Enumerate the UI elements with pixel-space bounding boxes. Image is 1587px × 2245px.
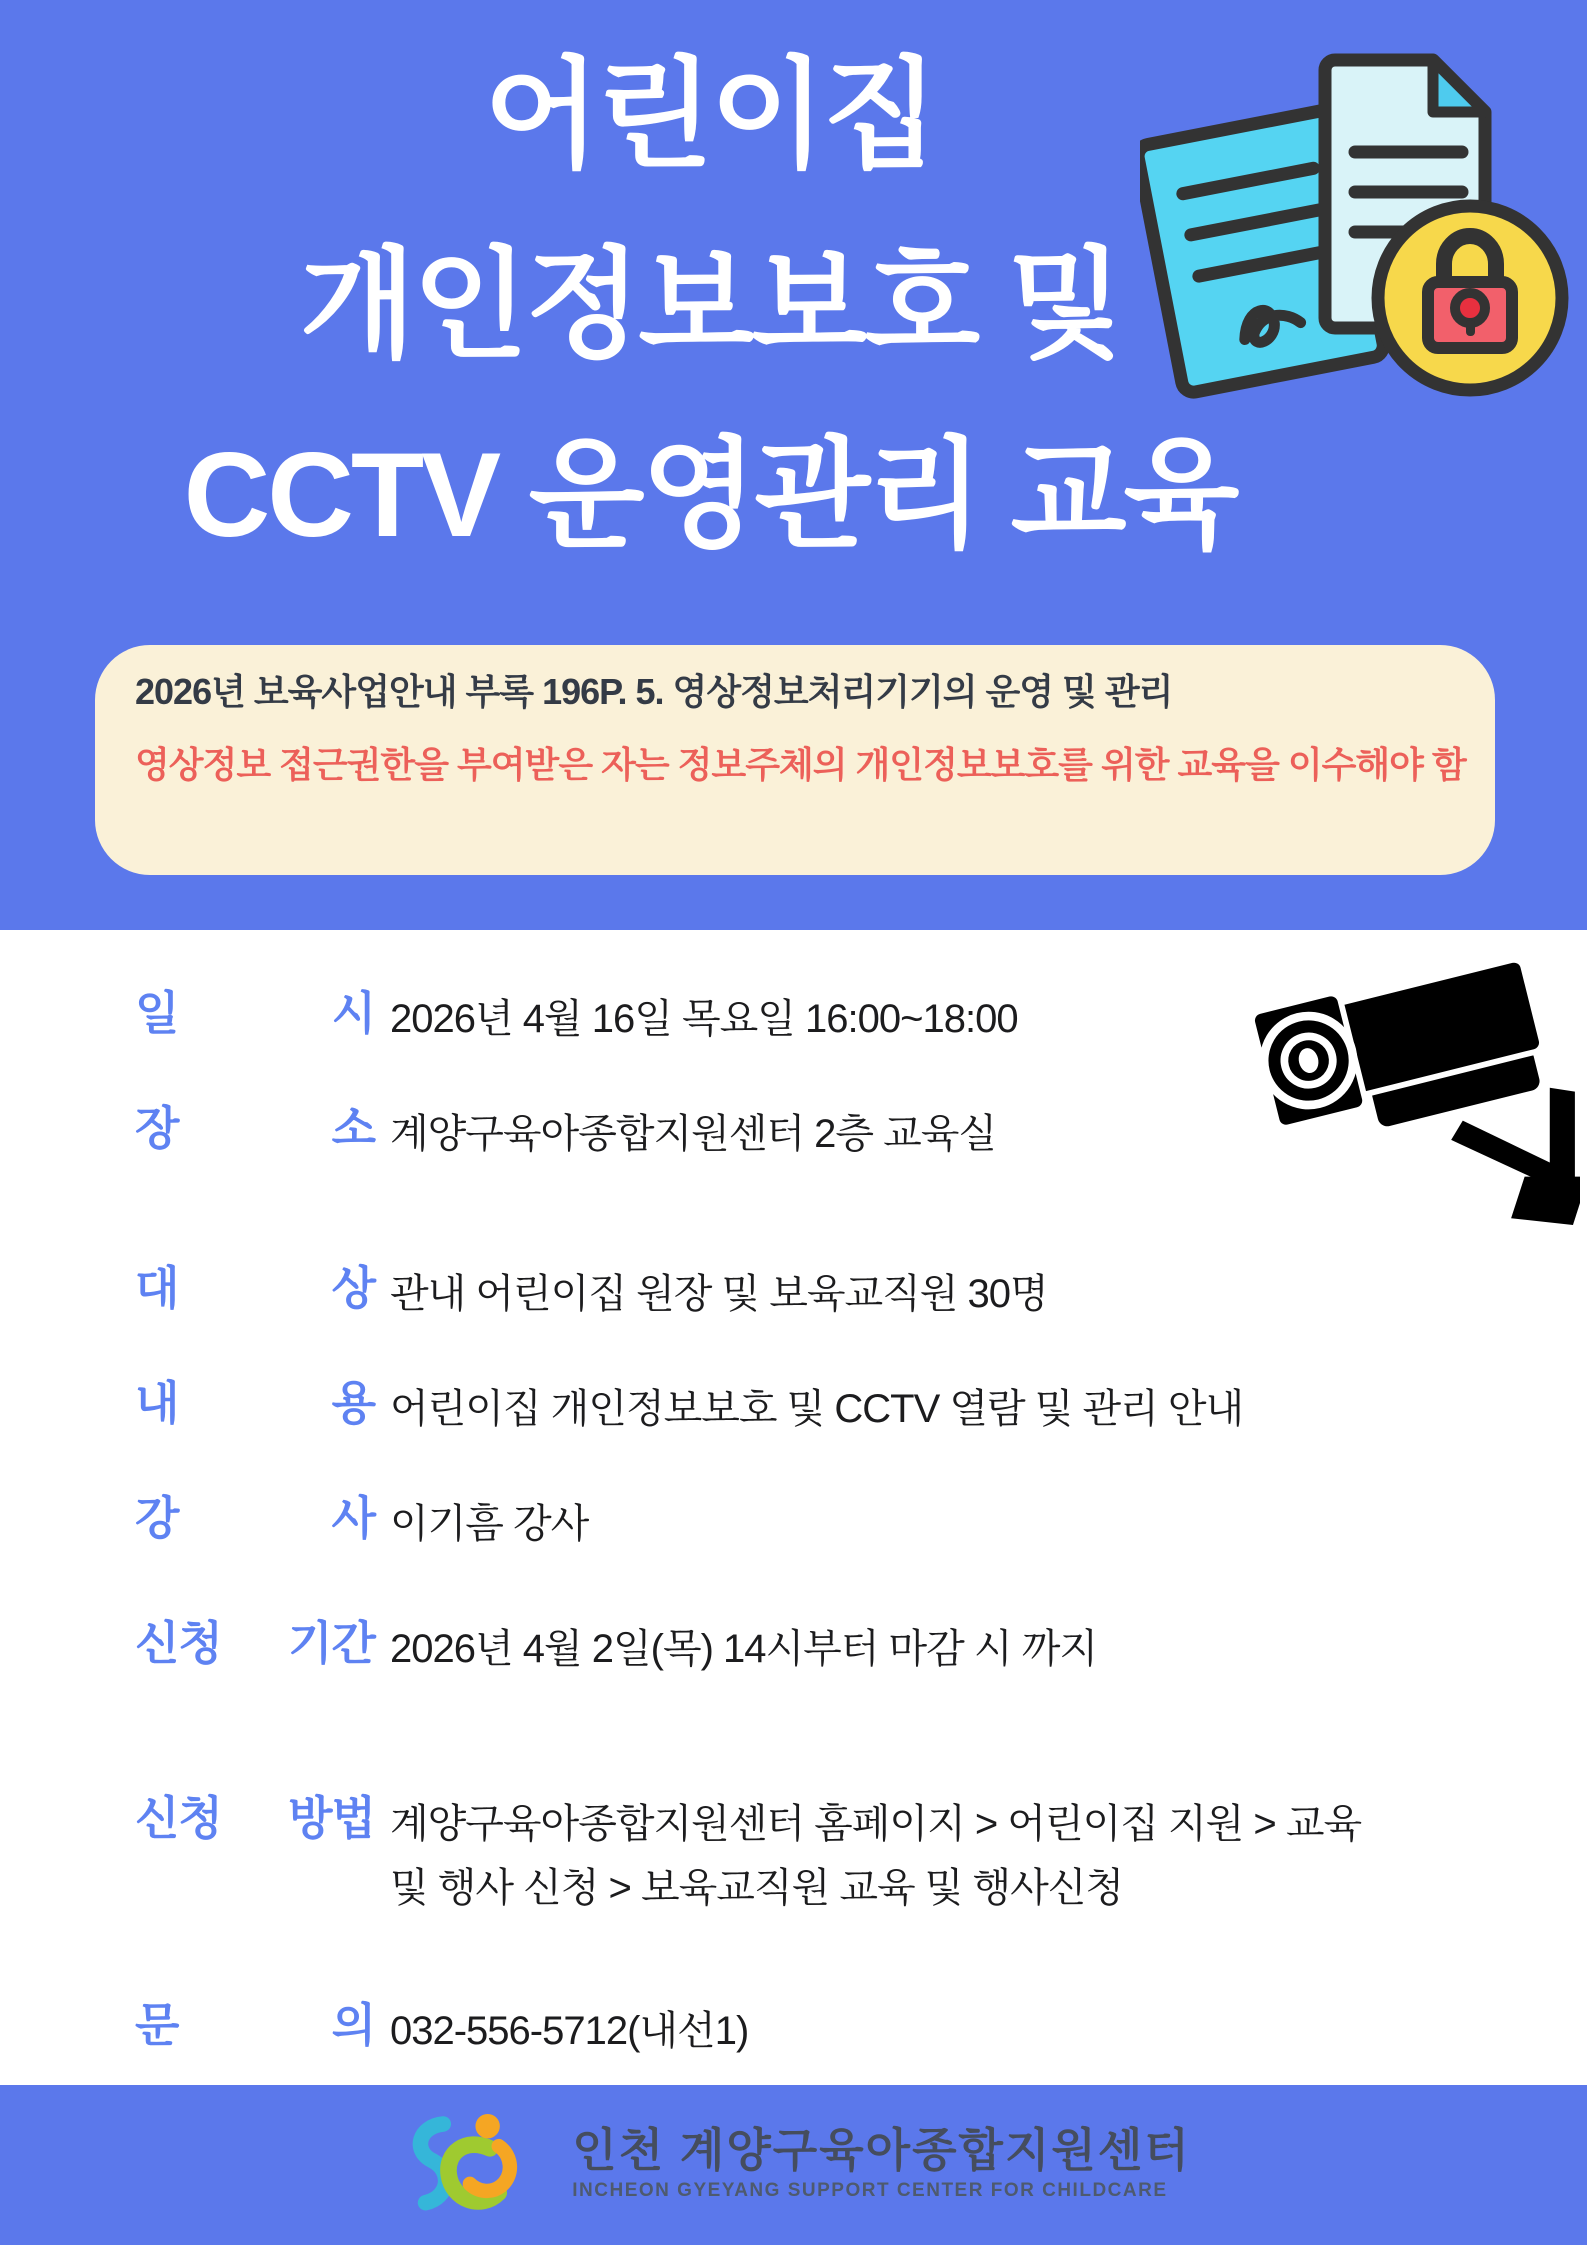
detail-label-part: 대	[135, 1262, 179, 1314]
detail-label	[135, 1790, 375, 1846]
footer-org-name-english: INCHEON GYEYANG SUPPORT CENTER FOR CHILDCARE	[572, 2180, 1168, 2201]
detail-row	[135, 1260, 1465, 1326]
center-logo-icon	[396, 2104, 546, 2226]
detail-label	[135, 1100, 375, 1156]
detail-value: 2026년 4월 2일(목) 14시부터 마감 시 까지	[390, 1627, 1097, 1671]
detail-label-part: 문	[135, 1999, 179, 2051]
detail-label-part: 기간	[288, 1617, 375, 1669]
footer-org-name-korean: 인천 계양구육아종합지원센터	[572, 2124, 1191, 2176]
detail-label-part: 의	[331, 1999, 375, 2051]
detail-value: 관내 어린이집 원장 및 보육교직원 30명	[390, 1272, 1048, 1316]
cctv-camera-icon	[1245, 935, 1580, 1225]
documents-with-lock-icon	[1140, 30, 1570, 400]
detail-row	[135, 1490, 1465, 1556]
detail-label-part: 신청	[135, 1617, 222, 1669]
detail-label	[135, 1615, 375, 1671]
detail-row	[135, 1375, 1465, 1441]
detail-value: 계양구육아종합지원센터 2층 교육실	[390, 1112, 997, 1156]
detail-value: 2026년 4월 16일 목요일 16:00~18:00	[390, 997, 1018, 1041]
detail-label	[135, 1260, 375, 1316]
detail-label-part: 사	[331, 1492, 375, 1544]
detail-label-part: 용	[331, 1377, 375, 1429]
detail-label-part: 소	[331, 1102, 375, 1154]
detail-row	[135, 1790, 1465, 1920]
detail-row	[135, 1615, 1465, 1681]
detail-value: 어린이집 개인정보보호 및 CCTV 열람 및 관리 안내	[390, 1387, 1244, 1431]
title-line-1: 어린이집	[484, 48, 936, 182]
detail-label-part: 상	[331, 1262, 375, 1314]
detail-label	[135, 1997, 375, 2053]
detail-row	[135, 1997, 1465, 2063]
detail-label-part: 신청	[135, 1792, 222, 1844]
detail-label-part: 내	[135, 1377, 179, 1429]
notice-box	[95, 645, 1495, 875]
title-line-2: 개인정보보호 및	[299, 238, 1121, 372]
detail-label	[135, 985, 375, 1041]
detail-value: 이기흠 강사	[390, 1502, 589, 1546]
detail-label-part: 일	[135, 987, 179, 1039]
detail-value: 032-556-5712(내선1)	[390, 2009, 749, 2053]
notice-requirement-text: 영상정보 접근권한을 부여받은 자는 정보주체의 개인정보보호를 위한 교육을 이수해야 함	[135, 744, 1466, 785]
detail-value: 계양구육아종합지원센터 홈페이지 > 어린이집 지원 > 교육 및 행사 신청 > 보육교직원 교육 및 행사신청	[390, 1802, 1362, 1910]
detail-label-part: 장	[135, 1102, 179, 1154]
detail-label-part: 강	[135, 1492, 179, 1544]
notice-reference-text: 2026년 보육사업안내 부록 196P. 5. 영상정보처리기기의 운영 및 관리	[135, 671, 1173, 712]
footer-org-block	[572, 2124, 1190, 2206]
title-line-3: CCTV 운영관리 교육	[183, 428, 1237, 562]
detail-label	[135, 1375, 375, 1431]
detail-label	[135, 1490, 375, 1546]
footer-band	[0, 2085, 1587, 2245]
detail-label-part: 방법	[288, 1792, 375, 1844]
detail-label-part: 시	[331, 987, 375, 1039]
